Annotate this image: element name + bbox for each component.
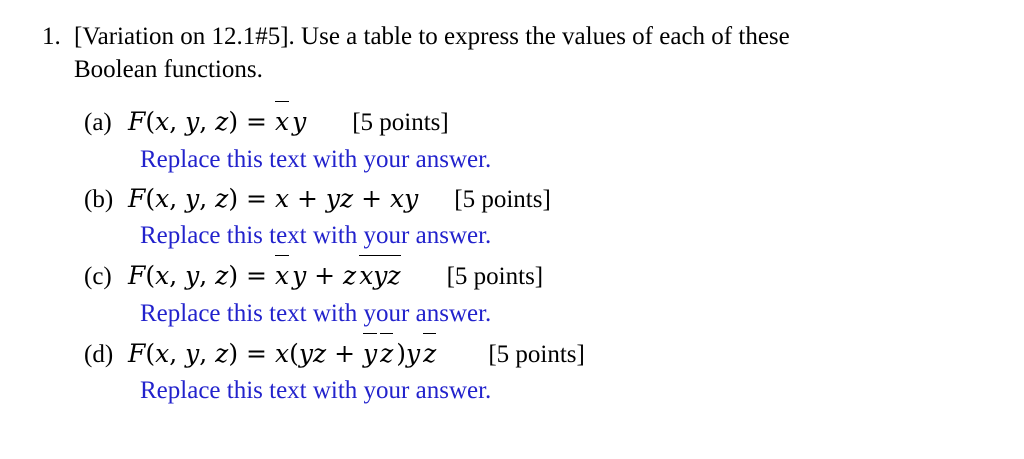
- problem-part-a: [84, 102, 992, 174]
- problem-block: [42, 20, 992, 411]
- part-b-formula: F(x, y, z) = x + yz + xy: [128, 183, 419, 213]
- part-b-expression-row: [84, 180, 992, 219]
- part-d-expression-row: [84, 334, 992, 374]
- problem-statement: [74, 20, 992, 86]
- part-c-answer[interactable]: Replace this text with your answer.: [140, 299, 492, 327]
- problem-part-d: [84, 334, 992, 406]
- problem-parts: [84, 102, 992, 405]
- part-a-label: (a): [84, 109, 112, 136]
- part-b-points: [5 points]: [454, 185, 551, 213]
- part-d-formula: F(x, y, z) = x(yz + y z )y z: [128, 334, 436, 373]
- problem-part-b: [84, 180, 992, 251]
- part-a-points: [5 points]: [352, 109, 449, 136]
- part-c-formula: F(x, y, z) = x y + z xyz: [128, 256, 401, 295]
- part-a-answer[interactable]: Replace this text with your answer.: [140, 145, 492, 173]
- part-d-answer[interactable]: Replace this text with your answer.: [140, 377, 492, 404]
- problem-part-c: [84, 256, 992, 328]
- problem-heading: [42, 20, 992, 86]
- problem-statement-line-2: Boolean functions.: [74, 56, 263, 83]
- problem-statement-line-1: [Variation on 12.1#5]. Use a table to express the values of each of these: [74, 23, 790, 50]
- part-a-expression-row: [84, 102, 992, 142]
- part-c-points: [5 points]: [446, 263, 544, 290]
- problem-number: 1.: [42, 23, 61, 50]
- part-b-label: (b): [84, 185, 114, 213]
- part-a-formula: F(x, y, z) = x y: [128, 102, 306, 141]
- part-c-expression-row: [84, 256, 992, 296]
- part-d-label: (d): [84, 340, 114, 368]
- part-d-points: [5 points]: [488, 340, 585, 368]
- part-c-label: (c): [84, 263, 112, 290]
- part-b-answer[interactable]: Replace this text with your answer.: [140, 222, 492, 249]
